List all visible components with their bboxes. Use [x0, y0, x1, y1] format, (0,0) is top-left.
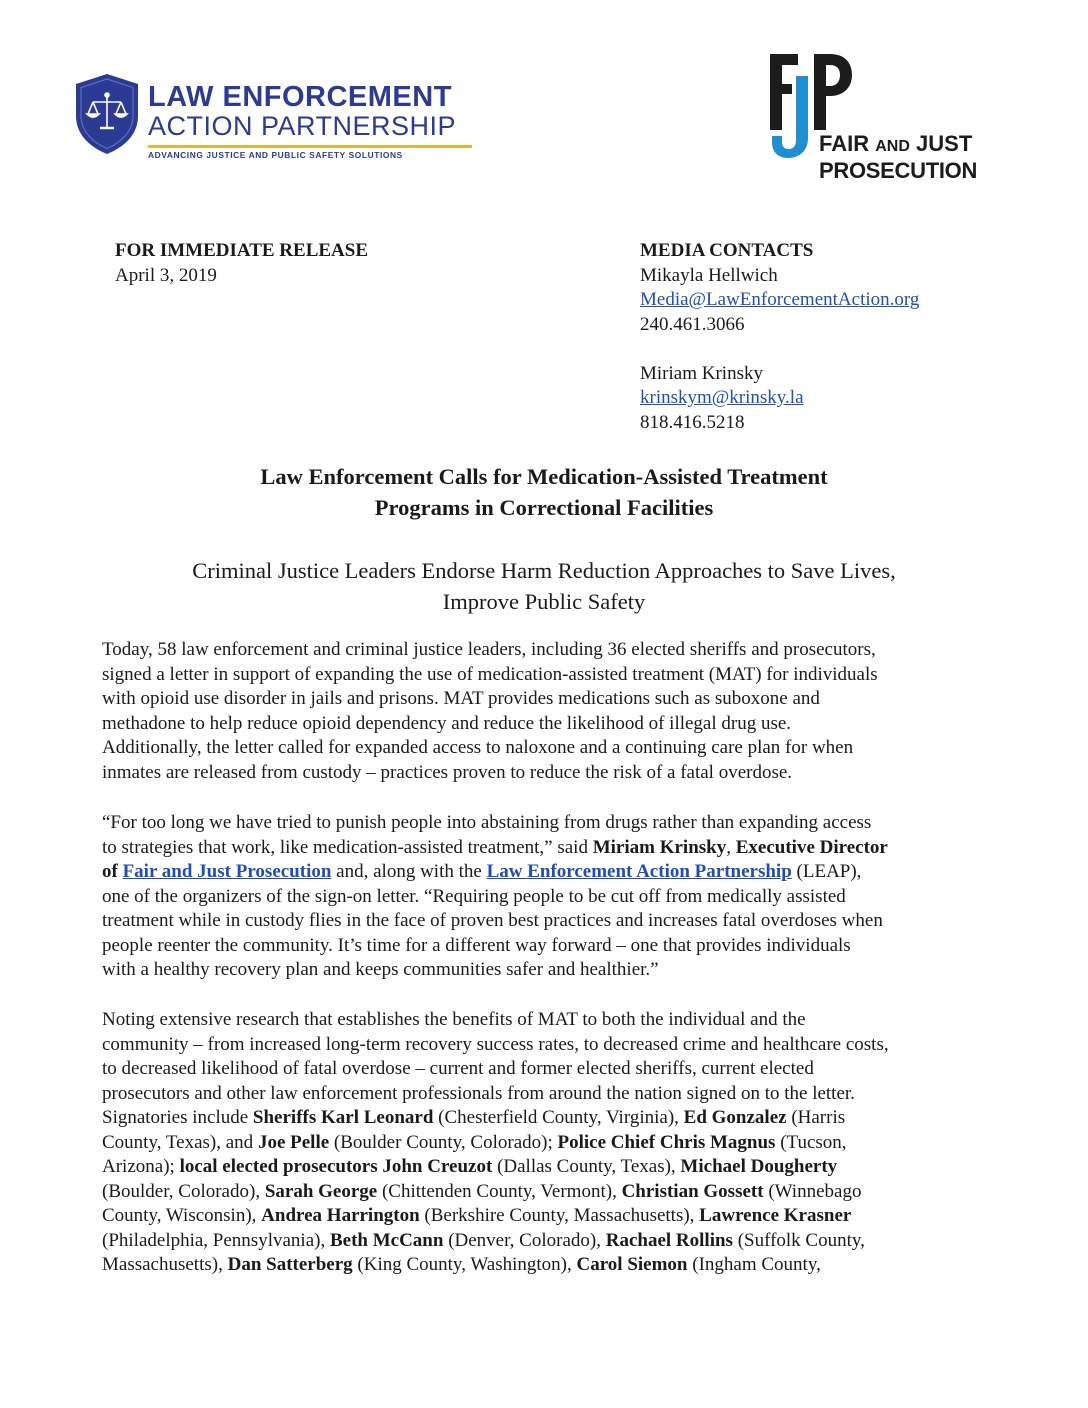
paragraph-line: to strategies that work, like medication-assisted treatment,” said Miriam Krinsky, Executive Director: [102, 836, 888, 858]
release-block: [115, 239, 368, 288]
paragraph-line: Arizona); local elected prosecutors John Creuzot (Dallas County, Texas), Michael Dougherty: [102, 1156, 838, 1177]
paragraph-line: people reenter the community. It’s time for a different way forward – one that provides individuals: [102, 934, 851, 956]
paragraph-line: Noting extensive research that establishes the benefits of MAT to both the individual and the: [102, 1009, 806, 1030]
release-label: FOR IMMEDIATE RELEASE: [115, 240, 369, 261]
paragraph-line: “For too long we have tried to punish people into abstaining from drugs rather than expanding access: [102, 812, 872, 833]
headline-line: Programs in Correctional Facilities: [374, 495, 714, 520]
fjp-logo: [768, 54, 988, 184]
contact-name: Mikayla Hellwich: [640, 264, 778, 286]
leap-link[interactable]: Law Enforcement Action Partnership: [486, 861, 792, 882]
paragraph-line: with a healthy recovery plan and keeps communities safer and healthier.”: [102, 959, 659, 980]
police-badge-icon: [72, 72, 142, 156]
fjp-logo-line1: FAIR AND JUST: [819, 131, 973, 156]
paragraph-line: County, Texas), and Joe Pelle (Boulder County, Colorado); Police Chief Chris Magnus (Tucson,: [102, 1131, 847, 1153]
media-contacts: [640, 239, 919, 435]
leap-logo-line2: ACTION PARTNERSHIP: [148, 111, 457, 141]
leap-logo-tagline: ADVANCING JUSTICE AND PUBLIC SAFETY SOLUTIONS: [148, 150, 403, 160]
leap-logo-line1: LAW ENFORCEMENT: [148, 81, 452, 113]
paragraph-line: (Boulder, Colorado), Sarah George (Chittenden County, Vermont), Christian Gossett (Winnebago: [102, 1180, 862, 1202]
contact-phone: 818.416.5218: [640, 411, 745, 433]
paragraph-line: one of the organizers of the sign-on letter. “Requiring people to be cut off from medically assisted: [102, 885, 846, 907]
paragraph-line: signed a letter in support of expanding the use of medication-assisted treatment (MAT) for individuals: [102, 663, 878, 685]
speaker-title: Executive Director: [735, 836, 888, 858]
fjp-logo-line2: PROSECUTION: [819, 158, 978, 183]
leap-logo-rule: [148, 145, 472, 148]
headline: [0, 461, 1088, 523]
paragraph-line: Additionally, the letter called for expanded access to naloxone and a continuing care plan for when: [102, 737, 854, 758]
media-contacts-label: MEDIA CONTACTS: [640, 240, 814, 261]
fjp-link[interactable]: Fair and Just Prosecution: [122, 861, 332, 882]
paragraph-line: Signatories include Sheriffs Karl Leonard (Chesterfield County, Virginia), Ed Gonzalez (Harris: [102, 1107, 846, 1128]
paragraph-line: with opioid use disorder in jails and prisons. MAT provides medications such as suboxone and: [102, 688, 820, 709]
paragraph-line: inmates are released from custody – practices proven to reduce the risk of a fatal overdose.: [102, 761, 793, 783]
paragraph-line: (Philadelphia, Pennsylvania), Beth McCann (Denver, Colorado), Rachael Rollins (Suffolk County,: [102, 1229, 865, 1251]
paragraph-line: County, Wisconsin), Andrea Harrington (Berkshire County, Massachusetts), Lawrence Krasner: [102, 1205, 852, 1226]
paragraph-line: treatment while in custody flies in the face of proven best practices and increases fatal overdoses when: [102, 910, 883, 931]
body-paragraph-2: [102, 811, 992, 983]
paragraph-line: Massachusetts), Dan Satterberg (King County, Washington), Carol Siemon (Ingham County,: [102, 1254, 821, 1275]
contact-phone: 240.461.3066: [640, 313, 745, 335]
paragraph-line: prosecutors and other law enforcement professionals from around the nation signed on to the letter.: [102, 1082, 855, 1104]
fjp-logo-text: [819, 132, 977, 183]
subheadline-line: Improve Public Safety: [442, 589, 646, 614]
paragraph-line: to decreased likelihood of fatal overdose – current and former elected sheriffs, current elected: [102, 1058, 814, 1079]
body-paragraph-3: [102, 1008, 992, 1278]
paragraph-line: of Fair and Just Prosecution and, along with the Law Enforcement Action Partnership (LEAP),: [102, 861, 862, 882]
headline-line: Law Enforcement Calls for Medication-Assisted Treatment: [260, 464, 828, 489]
contact-email-link[interactable]: Media@LawEnforcementAction.org: [640, 289, 920, 310]
contact-email-link[interactable]: krinskym@krinsky.la: [640, 387, 804, 408]
paragraph-line: Today, 58 law enforcement and criminal justice leaders, including 36 elected sheriffs and prosecutors,: [102, 639, 876, 660]
quote-speaker: Miriam Krinsky: [592, 836, 727, 858]
paragraph-line: community – from increased long-term recovery success rates, to decreased crime and healthcare costs,: [102, 1033, 889, 1055]
subheadline: [0, 555, 1088, 617]
body-paragraph-1: [102, 638, 992, 785]
release-date: April 3, 2019: [115, 264, 217, 286]
subheadline-line: Criminal Justice Leaders Endorse Harm Reduction Approaches to Save Lives,: [192, 558, 896, 583]
paragraph-line: methadone to help reduce opioid dependency and reduce the likelihood of illegal drug use.: [102, 712, 792, 734]
leap-logo: [72, 70, 482, 164]
contact-name: Miriam Krinsky: [640, 362, 763, 384]
